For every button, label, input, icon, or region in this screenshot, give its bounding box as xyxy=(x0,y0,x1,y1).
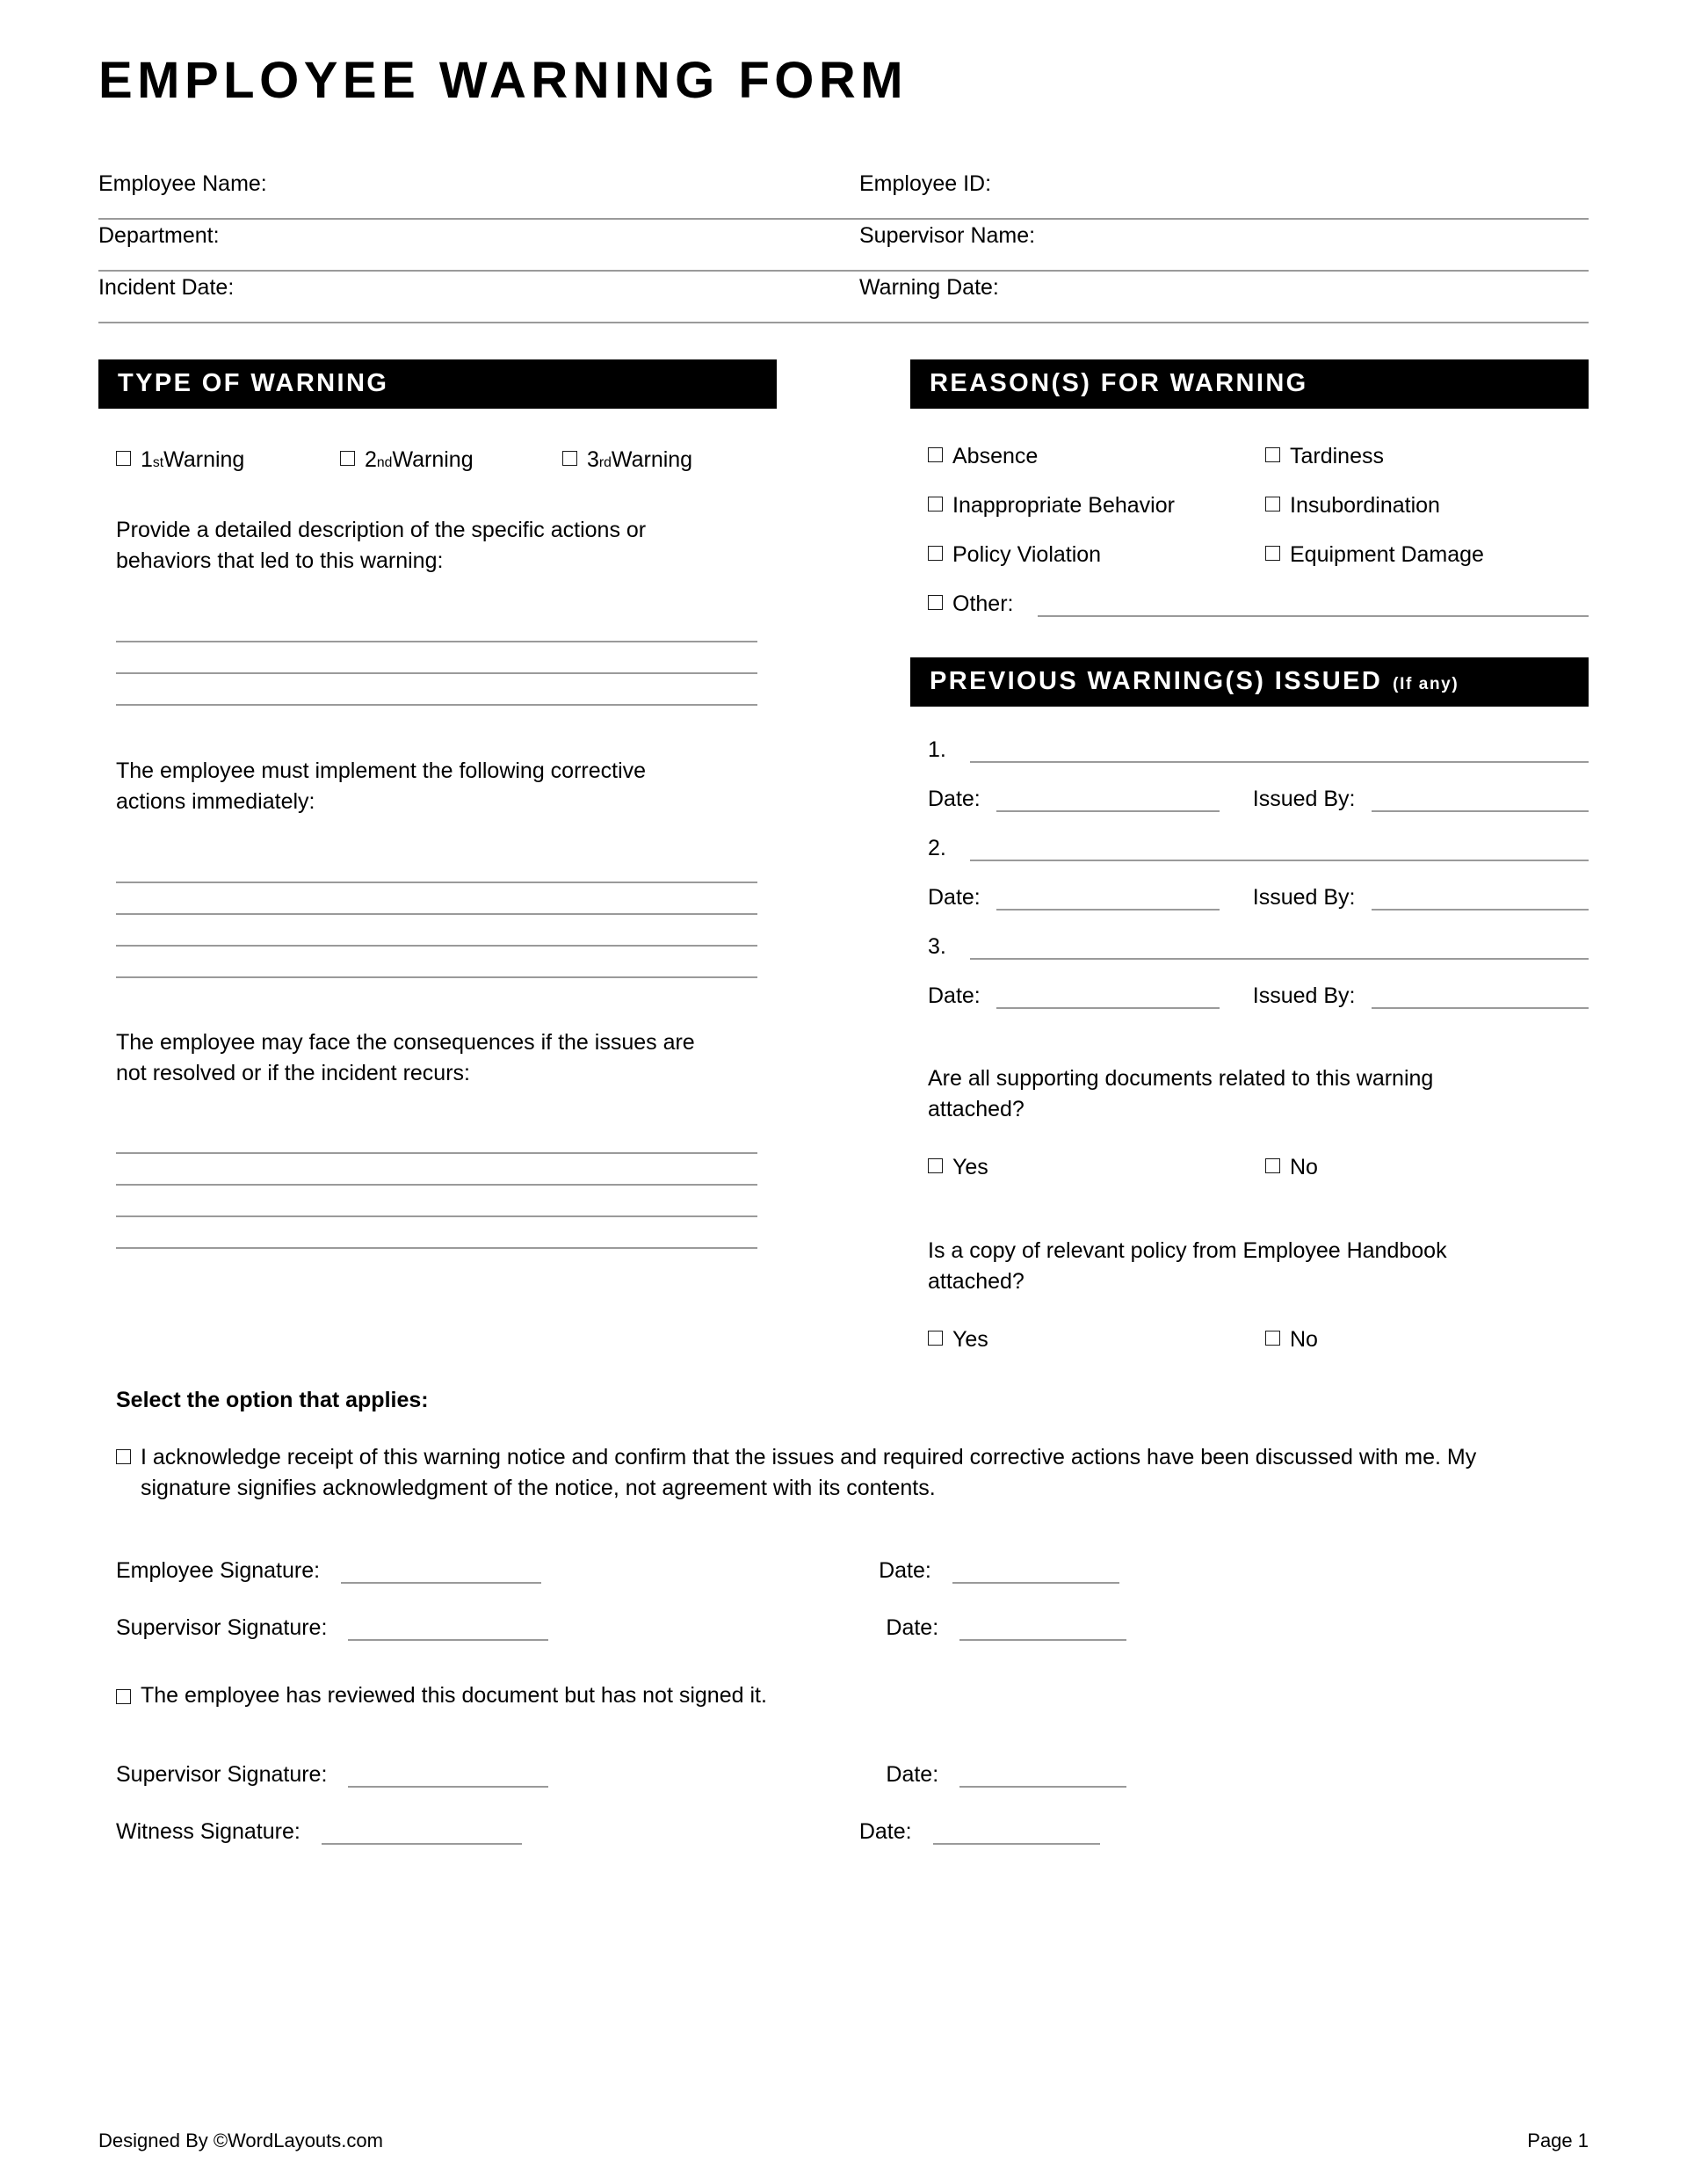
answer-label: Yes xyxy=(952,1154,988,1179)
field-label: Supervisor Name: xyxy=(859,222,1036,248)
checkbox-icon xyxy=(116,451,131,466)
signature-label: Supervisor Signature: xyxy=(116,1614,328,1640)
checkbox-tardiness[interactable] xyxy=(1265,444,1384,469)
select-option-heading: Select the option that applies: xyxy=(116,1387,429,1412)
entry-number: 3. xyxy=(928,933,946,959)
checkbox-documents-yes[interactable] xyxy=(928,1155,1265,1180)
option-number: 1 xyxy=(141,446,153,472)
checkbox-equipment-damage[interactable] xyxy=(1265,542,1484,568)
reason-label: Other: xyxy=(952,591,1014,616)
signature-input-line[interactable] xyxy=(322,1818,522,1845)
previous-warning-meta xyxy=(928,787,1589,812)
write-line[interactable] xyxy=(116,674,757,706)
date-label: Date: xyxy=(879,1557,931,1583)
reason-other-row xyxy=(928,591,1589,617)
checkbox-policy-no[interactable] xyxy=(1265,1327,1318,1353)
date-label: Date: xyxy=(886,1614,939,1640)
checkbox-icon xyxy=(1265,497,1280,512)
signature-input-line[interactable] xyxy=(341,1557,541,1584)
field-department[interactable] xyxy=(98,220,828,272)
issued-by-label: Issued By: xyxy=(1252,786,1356,811)
checkbox-icon xyxy=(1265,1331,1280,1346)
reason-row xyxy=(928,444,1589,469)
checkbox-insubordination[interactable] xyxy=(1265,493,1440,519)
checkbox-icon xyxy=(340,451,355,466)
reason-label: Tardiness xyxy=(1290,443,1384,468)
reason-row xyxy=(928,542,1589,568)
write-line[interactable] xyxy=(116,1122,757,1154)
acknowledgment-statement: I acknowledge receipt of this warning notice and confirm that the issues and required corrective actions have been discussed with me. My signature signifies acknowledgment of the notice, not agreement with its contents. xyxy=(141,1444,1477,1501)
write-line[interactable] xyxy=(116,1217,757,1249)
corrective-actions-prompt: The employee must implement the following corrective actions immediately: xyxy=(116,758,647,815)
answer-label: Yes xyxy=(952,1326,988,1352)
reason-options xyxy=(910,444,1589,617)
body-columns xyxy=(98,359,1589,1353)
field-label: Employee ID: xyxy=(859,171,992,196)
warning-type-options xyxy=(98,447,777,473)
reason-label: Equipment Damage xyxy=(1290,541,1484,567)
checkbox-policy-violation[interactable] xyxy=(928,542,1265,568)
description-prompt: Provide a detailed description of the specific actions or behaviors that led to this warning: xyxy=(116,517,647,574)
issued-by-input-line[interactable] xyxy=(1372,887,1589,911)
field-supervisor-name[interactable] xyxy=(828,220,1589,272)
not-signed-statement: The employee has reviewed this document but has not signed it. xyxy=(141,1682,767,1708)
write-line[interactable] xyxy=(116,915,757,947)
checkbox-icon xyxy=(928,447,943,462)
field-incident-date[interactable] xyxy=(98,272,828,323)
reason-row xyxy=(928,493,1589,519)
field-label: Department: xyxy=(98,222,220,248)
signature-group-two xyxy=(98,1761,1589,1845)
option-number: 2 xyxy=(365,446,377,472)
entry-number: 1. xyxy=(928,736,946,762)
previous-warnings-list xyxy=(910,737,1589,1009)
checkbox-other[interactable] xyxy=(928,591,1013,617)
date-input-line[interactable] xyxy=(959,1614,1126,1641)
footer-credit: Designed By ©WordLayouts.com xyxy=(98,2130,383,2151)
signature-input-line[interactable] xyxy=(348,1614,548,1641)
previous-warning-meta xyxy=(928,885,1589,911)
answer-label: No xyxy=(1290,1326,1318,1352)
signature-label: Witness Signature: xyxy=(116,1818,300,1844)
consequences-lines xyxy=(98,1122,777,1249)
checkbox-icon xyxy=(562,451,577,466)
description-lines xyxy=(98,611,777,706)
previous-warning-entry xyxy=(928,737,1589,763)
signature-row-supervisor-alt xyxy=(98,1761,1589,1788)
reason-label: Inappropriate Behavior xyxy=(952,492,1175,518)
signature-label: Supervisor Signature: xyxy=(116,1761,328,1787)
question-supporting-documents xyxy=(910,1063,1589,1180)
checkbox-documents-no[interactable] xyxy=(1265,1155,1318,1180)
question-text: Is a copy of relevant policy from Employee Handbook attached? xyxy=(928,1237,1447,1295)
checkbox-icon xyxy=(928,497,943,512)
checkbox-reviewed-not-signed[interactable] xyxy=(98,1683,1589,1709)
signature-input-line[interactable] xyxy=(348,1761,548,1788)
left-column xyxy=(98,359,777,1353)
corrective-actions-lines xyxy=(98,852,777,978)
checkbox-icon xyxy=(928,546,943,561)
answer-options xyxy=(928,1327,1589,1353)
date-label: Date: xyxy=(886,1761,939,1787)
checkbox-icon xyxy=(1265,1158,1280,1173)
signature-group-one xyxy=(98,1557,1589,1641)
entry-input-line[interactable] xyxy=(970,838,1589,861)
option-label: Warning xyxy=(163,446,245,472)
write-line[interactable] xyxy=(116,947,757,978)
checkbox-third-warning[interactable]: 3 rd Warning xyxy=(562,447,692,473)
checkbox-icon xyxy=(928,595,943,610)
section-header-reasons xyxy=(910,359,1589,409)
entry-number: 2. xyxy=(928,835,946,860)
checkbox-policy-yes[interactable] xyxy=(928,1327,1265,1353)
question-text: Are all supporting documents related to this warning attached? xyxy=(928,1065,1434,1122)
answer-options xyxy=(928,1155,1589,1180)
checkbox-first-warning[interactable]: 1 st Warning xyxy=(116,447,340,473)
right-column xyxy=(910,359,1589,1353)
field-label: Incident Date: xyxy=(98,274,235,300)
date-input-line[interactable] xyxy=(952,1557,1119,1584)
entry-input-line[interactable] xyxy=(970,739,1589,763)
issued-by-input-line[interactable] xyxy=(1372,788,1589,812)
issued-by-label: Issued By: xyxy=(1252,884,1356,910)
other-input-line[interactable] xyxy=(1038,594,1589,617)
write-line[interactable] xyxy=(116,642,757,674)
issued-by-input-line[interactable] xyxy=(1372,985,1589,1009)
write-line[interactable] xyxy=(116,1154,757,1186)
write-line[interactable] xyxy=(116,1186,757,1217)
date-label: Date: xyxy=(928,884,981,910)
date-label: Date: xyxy=(858,1818,912,1844)
checkbox-icon xyxy=(1265,447,1280,462)
issued-by-label: Issued By: xyxy=(1252,983,1356,1008)
field-employee-id[interactable] xyxy=(828,168,1589,220)
date-input-line[interactable] xyxy=(959,1761,1126,1788)
footer-page-number: Page 1 xyxy=(1527,2130,1589,2151)
checkbox-icon xyxy=(116,1449,131,1464)
signature-row-supervisor xyxy=(98,1614,1589,1641)
answer-label: No xyxy=(1290,1154,1318,1179)
signature-row-employee xyxy=(98,1557,1589,1584)
option-label: Warning xyxy=(611,446,693,472)
section-title: TYPE OF WARNING xyxy=(118,368,389,397)
section-title: REASON(S) FOR WARNING xyxy=(930,368,1308,397)
date-label: Date: xyxy=(928,786,981,811)
previous-warning-entry xyxy=(928,934,1589,960)
checkbox-icon xyxy=(928,1331,943,1346)
checkbox-icon xyxy=(928,1158,943,1173)
field-label: Employee Name: xyxy=(98,171,267,196)
checkbox-second-warning[interactable]: 2 nd Warning xyxy=(340,447,562,473)
date-input-line[interactable] xyxy=(996,887,1220,911)
field-employee-name[interactable] xyxy=(98,168,828,220)
entry-input-line[interactable] xyxy=(970,936,1589,960)
reason-label: Policy Violation xyxy=(952,541,1102,567)
date-input-line[interactable] xyxy=(996,985,1220,1009)
date-label: Date: xyxy=(928,983,981,1008)
option-label: Warning xyxy=(392,446,474,472)
checkbox-absence[interactable] xyxy=(928,444,1265,469)
page-footer xyxy=(98,2130,1589,2152)
checkbox-icon xyxy=(116,1689,131,1704)
section-header-previous-warnings xyxy=(910,657,1589,707)
consequences-prompt: The employee may face the consequences if the issues are not resolved or if the incident recurs: xyxy=(116,1029,695,1086)
previous-warning-meta xyxy=(928,983,1589,1009)
option-number: 3 xyxy=(587,446,599,472)
write-line[interactable] xyxy=(116,611,757,642)
reason-label: Absence xyxy=(952,443,1039,468)
write-line[interactable] xyxy=(116,852,757,883)
field-label: Warning Date: xyxy=(859,274,999,300)
checkbox-acknowledge-receipt[interactable] xyxy=(98,1442,1559,1505)
date-input-line[interactable] xyxy=(996,788,1220,812)
date-input-line[interactable] xyxy=(933,1818,1100,1845)
signature-label: Employee Signature: xyxy=(116,1557,321,1583)
section-title: PREVIOUS WARNING(S) ISSUED xyxy=(930,666,1383,695)
field-warning-date[interactable] xyxy=(828,272,1589,323)
signature-row-witness xyxy=(98,1818,1589,1845)
page-title: EMPLOYEE WARNING FORM xyxy=(98,52,909,109)
reason-label: Insubordination xyxy=(1290,492,1440,518)
acknowledgment-section xyxy=(98,1388,1589,1505)
previous-warning-entry xyxy=(928,836,1589,861)
question-handbook-policy xyxy=(910,1236,1589,1353)
identification-fields xyxy=(98,168,1589,323)
write-line[interactable] xyxy=(116,883,757,915)
checkbox-inappropriate-behavior[interactable] xyxy=(928,493,1265,519)
section-subtitle: (If any) xyxy=(1393,674,1459,693)
section-header-type-of-warning xyxy=(98,359,777,409)
checkbox-icon xyxy=(1265,546,1280,561)
